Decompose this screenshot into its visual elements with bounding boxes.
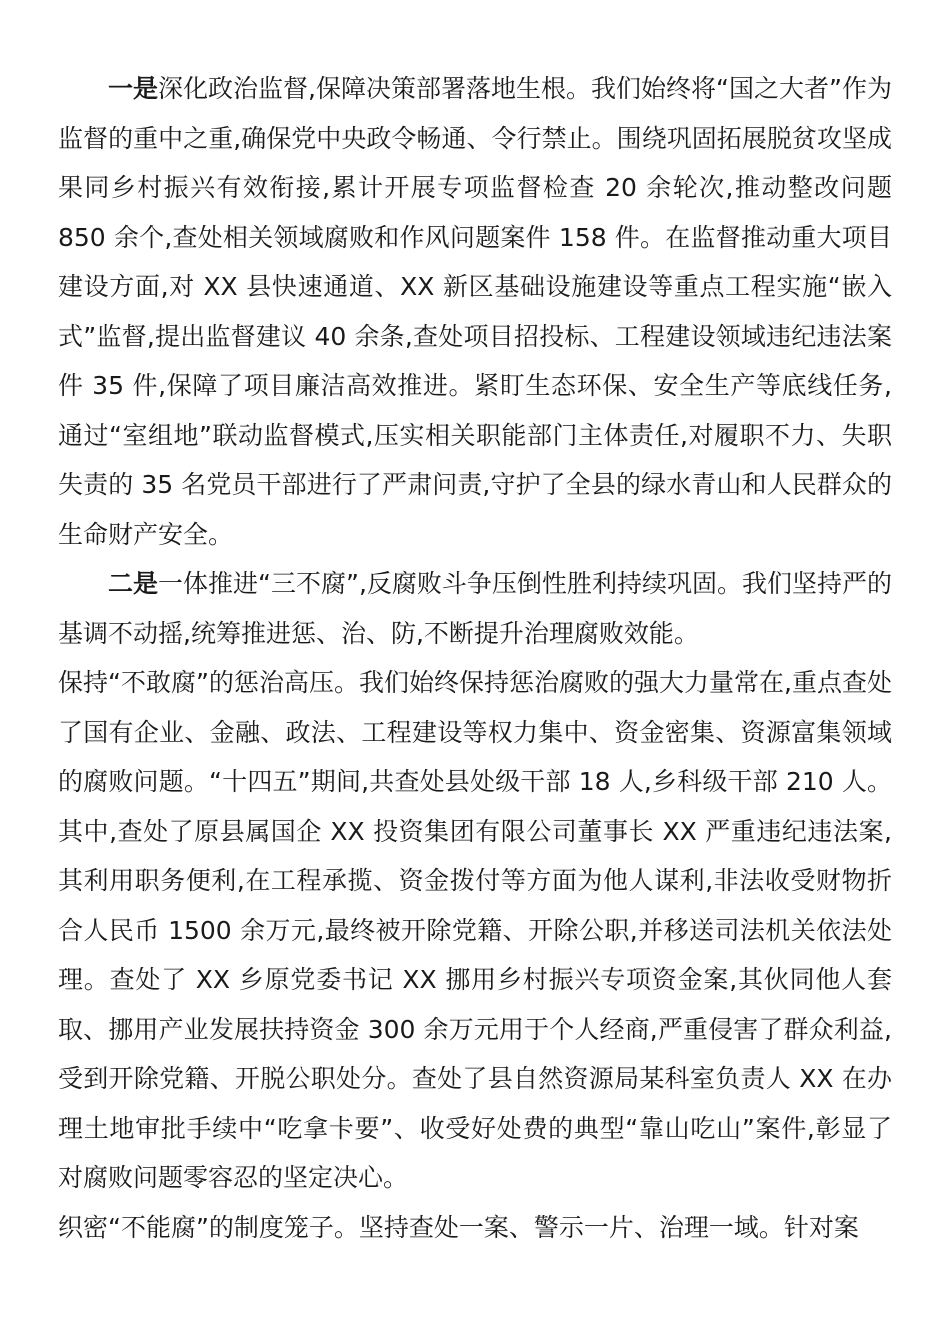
paragraph-1-text: 深化政治监督,保障决策部署落地生根。我们始终将“国之大者”作为监督的重中之重,确保党中央政令畅通、令行禁止。围绕巩固拓展脱贫攻坚成果同乡村振兴有效衔接,累计开展专项监督检查 20 余轮次,推动整改问题 850 余个,查处相关领域腐败和作风问题案件 158 件。在监督推动重大项目建设方面,对 XX 县快速通道、XX 新区基础设施建设等重点工程实施“嵌入式”监督,提出监督建议 40 余条,查处项目招投标、工程建设领域违纪违法案件 35 件,保障了项目廉洁高效推进。紧盯生态环保、安全生产等底线任务,通过“室组地”联动监督模式,压实相关职能部门主体责任,对履职不力、失职失责的 35 名党员干部进行了严肃问责,守护了全县的绿水青山和人民群众的生命财产安全。 xyxy=(58,74,892,549)
paragraph-1 xyxy=(58,64,892,559)
document-body xyxy=(58,64,892,1252)
paragraph-2 xyxy=(58,559,892,658)
paragraph-4 xyxy=(58,1203,892,1253)
paragraph-4-text: 织密“不能腐”的制度笼子。坚持查处一案、警示一片、治理一域。针对案 xyxy=(58,1212,859,1242)
paragraph-2-text: 一体推进“三不腐”,反腐败斗争压倒性胜利持续巩固。我们坚持严的基调不动摇,统筹推进惩、治、防,不断提升治理腐败效能。 xyxy=(58,569,892,648)
paragraph-3 xyxy=(58,658,892,1203)
paragraph-2-lead: 二是 xyxy=(108,569,159,598)
paragraph-3-text: 保持“不敢腐”的惩治高压。我们始终保持惩治腐败的强大力量常在,重点查处了国有企业、金融、政法、工程建设等权力集中、资金密集、资源富集领域的腐败问题。“十四五”期间,共查处县处级干部 18 人,乡科级干部 210 人。其中,查处了原县属国企 XX 投资集团有限公司董事长 XX 严重违纪违法案,其利用职务便利,在工程承揽、资金拨付等方面为他人谋利,非法收受财物折合人民币 1500 余万元,最终被开除党籍、开除公职,并移送司法机关依法处理。查处了 XX 乡原党委书记 XX 挪用乡村振兴专项资金案,其伙同他人套取、挪用产业发展扶持资金 300 余万元用于个人经商,严重侵害了群众利益,受到开除党籍、开脱公职处分。查处了县自然资源局某科室负责人 XX 在办理土地审批手续中“吃拿卡要”、收受好处费的典型“靠山吃山”案件,彰显了对腐败问题零容忍的坚定决心。 xyxy=(58,668,892,1192)
paragraph-1-lead: 一是 xyxy=(108,74,159,103)
